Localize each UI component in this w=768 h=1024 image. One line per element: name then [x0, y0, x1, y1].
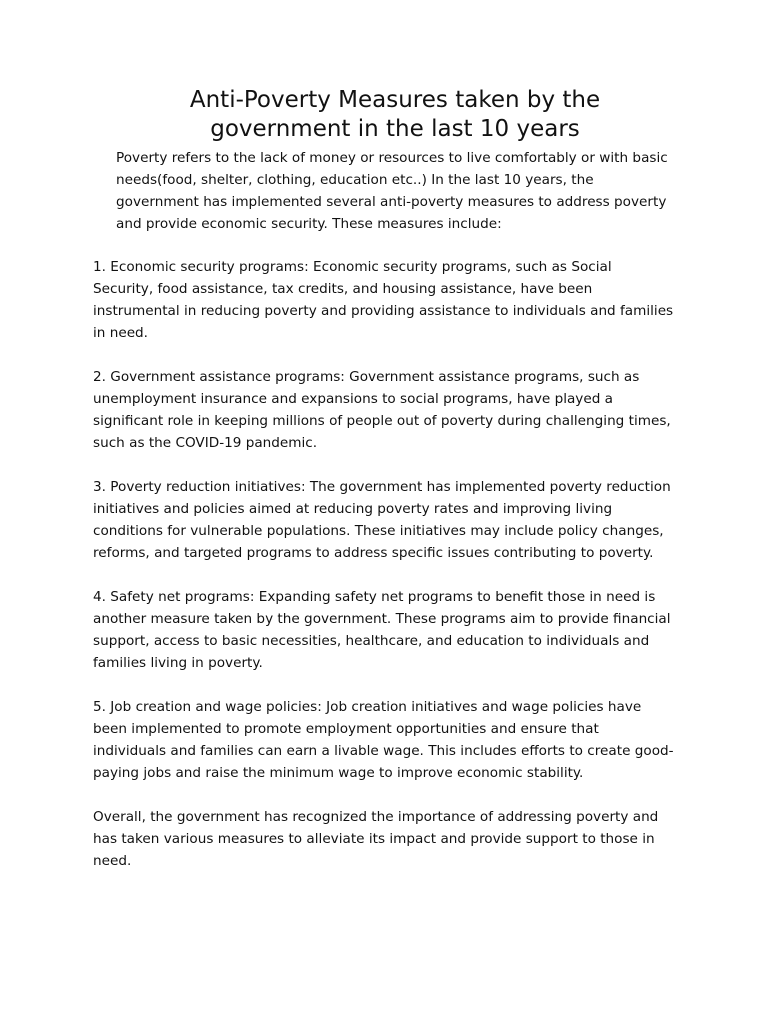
intro-paragraph: Poverty refers to the lack of money or resources to live comfortably or with basic needs(food, shelter, clothing, education etc..) In the last 10 years, the government has implemented several anti-poverty measures to address poverty and provide economic security. These measures include:	[116, 150, 668, 232]
paragraph-government-assistance: 2. Government assistance programs: Government assistance programs, such as unemployment insurance and expansions to social programs, have played a significant role in keeping millions of people out of poverty during challenging times, such as the COVID-19 pandemic.	[93, 369, 671, 451]
document-title: Anti-Poverty Measures taken by the government in the last 10 years	[189, 87, 601, 142]
paragraph-overall: Overall, the government has recognized the importance of addressing poverty and has taken various measures to alleviate its impact and provide support to those in need.	[93, 809, 659, 869]
paragraph-economic-security: 1. Economic security programs: Economic security programs, such as Social Security, food assistance, tax credits, and housing assistance, have been instrumental in reducing poverty and providing assistance to individuals and families in need.	[93, 259, 674, 341]
document-body	[93, 256, 675, 894]
paragraph-poverty-reduction: 3. Poverty reduction initiatives: The government has implemented poverty reduction initiatives and policies aimed at reducing poverty rates and improving living conditions for vulnerable populations. These initiatives may include policy changes, reforms, and targeted programs to address specific issues contributing to poverty.	[93, 479, 671, 561]
paragraph-safety-net: 4. Safety net programs: Expanding safety net programs to benefit those in need is another measure taken by the government. These programs aim to provide financial support, access to basic necessities, healthcare, and education to individuals and families living in poverty.	[93, 589, 671, 671]
paragraph-job-creation: 5. Job creation and wage policies: Job creation initiatives and wage policies have been implemented to promote employment opportunities and ensure that individuals and families can earn a livable wage. This includes efforts to create good-paying jobs and raise the minimum wage to improve economic stability.	[93, 699, 674, 781]
